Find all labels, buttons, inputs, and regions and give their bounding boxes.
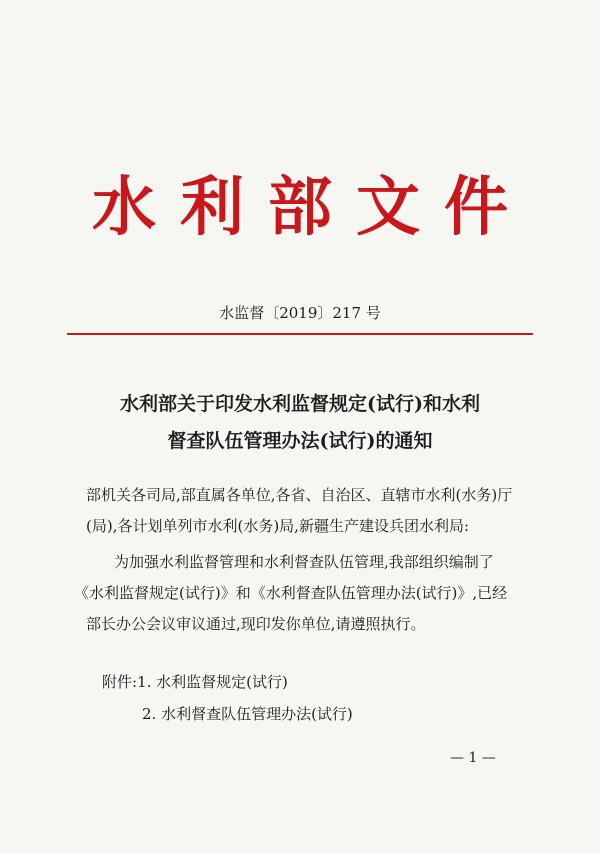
page-number: — 1 — <box>450 750 496 766</box>
document-title <box>60 386 540 460</box>
recipients-line: 部机关各司局,部直属各单位,各省、自治区、直辖市水利(水务)厅 <box>86 486 513 504</box>
attachment-item <box>102 698 353 730</box>
issuer-title: 水利部文件 <box>92 170 532 245</box>
body-line: 为加强水利监督管理和水利督查队伍管理,我部组织编制了 <box>114 553 494 571</box>
recipients-line: (局),各计划单列市水利(水务)局,新疆生产建设兵团水利局: <box>86 517 470 535</box>
document-number: 水监督〔2019〕217 号 <box>219 304 381 322</box>
attachment-name: 1. 水利监督规定(试行) <box>137 673 288 691</box>
red-separator-line <box>67 333 533 335</box>
attachment-name: 2. 水利督查队伍管理办法(试行) <box>142 705 353 723</box>
document-title-line: 水利部关于印发水利监督规定(试行)和水利 <box>120 393 480 415</box>
recipients-paragraph <box>86 480 536 542</box>
body-paragraph <box>74 547 536 640</box>
body-line: 部长办公会议审议通过,现印发你单位,请遵照执行。 <box>86 615 426 633</box>
attachments-list <box>102 666 353 730</box>
body-line: 《水利监督规定(试行)》和《水利督查队伍管理办法(试行)》,已经 <box>74 584 508 602</box>
attachment-item <box>102 666 353 698</box>
document-title-line: 督查队伍管理办法(试行)的通知 <box>167 430 433 452</box>
attachments-label: 附件: <box>102 673 138 691</box>
